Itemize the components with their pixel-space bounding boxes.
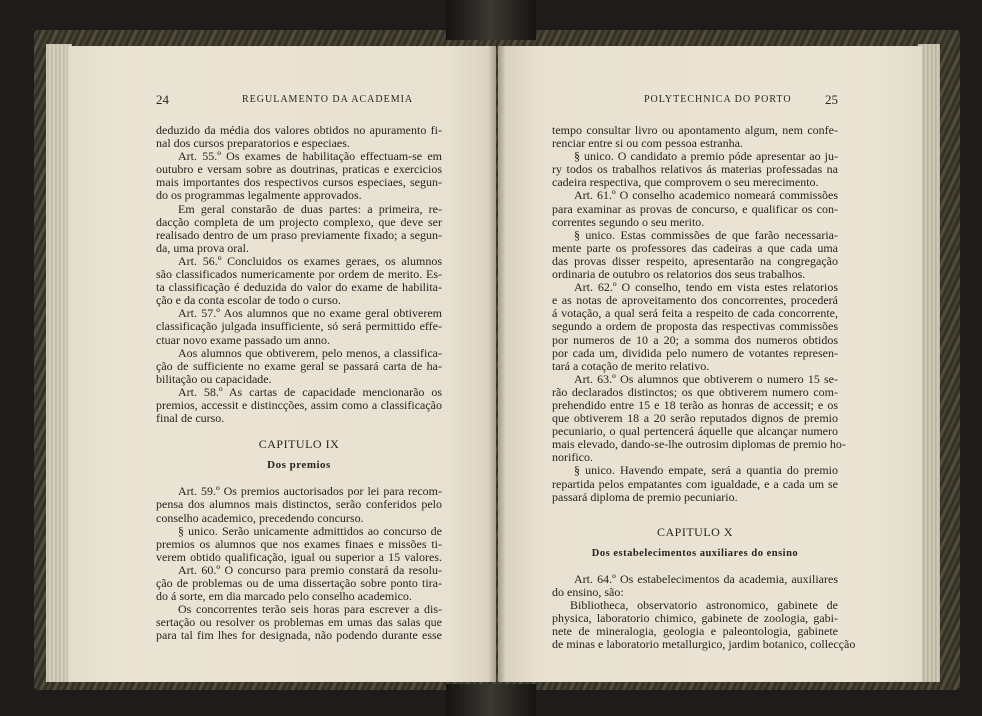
text-line: do á sorte, em dia marcado pelo conselho academico. [156,589,412,604]
text-line: Art. 64.º Os estabelecimentos da academia, auxiliares [574,571,838,586]
text-line: conselho academico, precedendo concurso. [156,510,364,525]
book-spine-bottom [446,684,536,716]
right-running-head: POLYTECHNICA DO PORTO [644,94,792,105]
text-line: ção e da conta escolar de todo o curso. [156,293,341,308]
text-line: por cada um, dividida pelo numero de votantes represen- [552,345,838,360]
text-line: Art. 57.º Aos alumnos que no exame geral obtiverem [178,306,442,321]
text-line: § unico. Havendo empate, será a quantia do premio [574,463,838,478]
text-line: para tal fim lhes for designada, não podendo durante esse [156,628,442,643]
text-line: cadeira respectiva, que comprovem o seu merecimento. [552,175,819,190]
text-line: passará diploma de premio pecuniario. [552,489,738,504]
chapter-title: CAPITULO IX [258,437,340,452]
text-line: prehendido entre 15 e 18 terão as honras de accessit; e os [552,397,838,412]
text-line: Art. 60.º O concurso para premio constará da resolu- [178,562,442,577]
spacer [552,504,838,526]
text-line: § unico. Serão unicamente admittidos ao concurso de [178,523,442,538]
text-line: tará a cotação de merito relativo. [552,358,710,373]
text-line: final de curso. [156,411,225,426]
text-line: Art. 62.º O conselho, tendo em vista estes relatorios [574,280,838,295]
text-line: ção de problemas ou de uma dissertação sobre ponto tira- [156,576,442,590]
text-line: dacção completa de um projecto complexo, que deve ser [156,214,442,229]
left-page [68,46,496,682]
text-line: repartida pelos empatantes com igualdade, e a cada um se [552,476,838,491]
text-line: do os programmas legalmente approvados. [156,188,362,203]
text-line: Aos alumnos que obtiverem, pelo menos, a classifica- [178,345,442,360]
text-line: bilitação ou capacidade. [156,371,272,386]
text-line: das provas disser respeito, apresentarão na congregação [552,253,838,268]
chapter-title: CAPITULO X [657,524,733,539]
text-line: á votação, a qual será feita a respeito de cada concorrente, [552,306,838,321]
text-line: por numeros de 10 a 20; a somma dos numeros obtidos [552,332,838,347]
text-line: nal dos cursos preparatorios e especiaes. [156,136,350,151]
text-line: deduzido da média dos valores obtidos no apuramento fi- [156,123,442,137]
book-gutter [488,46,506,682]
text-line: mente parte os professores das cadeiras a que cada uma [552,240,838,255]
book-spine-top [446,0,536,40]
right-page-number: 25 [825,92,838,107]
text-line: correntes segundo o seu merito. [552,214,705,229]
text-line: Art. 55.º Os exames de habilitação effectuam-se em [178,149,442,164]
text-line: ctuar novo exame passado um anno. [156,332,330,347]
chapter-subtitle: Dos estabelecimentos auxiliares do ensino [591,547,799,559]
text-line: Art. 56.º Concluidos os exames geraes, os alumnos [178,253,442,268]
text-line: e as notas de aproveitamento dos concorrentes, procederá [552,293,838,308]
text-line: mais importantes dos respectivos cursos especiaes, segun- [156,175,442,190]
text-line: para examinar as provas de concurso, e qualificar os con- [552,201,838,216]
text-line: nete de mineralogia, geologia e paleontologia, gabinete [552,624,838,639]
text-line: que obtiverem 18 a 20 serão reputados dignos de premio [552,411,838,426]
text-line: Art. 63.º Os alumnos que obtiverem o numero 15 se- [574,371,838,386]
text-line: sertação ou resolver os problemas em umas das salas que [156,615,442,630]
text-line: pensa dos alumnos mais distinctos, serão conferidos pelo [156,497,442,512]
text-line: rão declarados distinctos; os que obtiverem numero com- [552,384,838,399]
text-line: ry todos os trabalhos relativos ás materias professadas na [552,162,838,177]
text-line: renciar entre si ou com pessoa estranha. [552,136,743,151]
spacer [552,539,838,547]
text-line: mais elevado, dando-se-lhe outrosim diplomas de premio ho- [552,437,846,452]
text-line: Art. 61.º O conselho academico nomeará commissões [574,188,838,203]
text-line: classificação julgada insufficiente, só será permittido effe- [156,319,442,334]
text-line: Em geral constarão de duas partes: a primeira, re- [178,201,442,216]
chapter-subtitle: Dos premios [267,459,331,472]
text-line: ordinaria de outubro os relatorios dos seus trabalhos. [552,267,806,282]
text-line: § unico. O candidato a premio póde apresentar ao ju- [574,149,838,164]
left-running-head: REGULAMENTO DA ACADEMIA [242,94,414,105]
text-line: pecuniario, o qual pertencerá áquelle que alcançar numero [552,424,838,439]
text-line: verem obtido qualificação, igual ou superior a 15 valores. [156,549,442,564]
text-line: do ensino, são: [552,585,624,599]
text-line: § unico. Estas commissões de que farão necessaria- [574,227,838,242]
left-page-body [156,124,442,642]
text-line: premios, accessit e distincções, assim como a classificação [156,397,442,412]
text-line: norifico. [552,450,593,465]
right-page-body [552,123,856,652]
text-line: de minas e laboratorio metallurgico, jardim botanico, collecção [552,637,856,652]
text-line: segundo a ordem de proposta das respectivas commissões [552,319,838,334]
text-line: ção de sufficiente no exame geral se passará carta de ha- [156,358,442,373]
text-line: Bibliotheca, observatorio astronomico, gabinete de [570,598,838,613]
text-line: physica, laboratorio chimico, gabinete de zoologia, gabi- [552,611,838,626]
text-line: outubro e versam sobre as doutrinas, praticas e exercicios [156,162,442,177]
text-line: realisado dentro de um praso previamente fixado; a segun- [156,227,442,242]
text-line: ta classificação é deduzida do valor do exame de habilita- [156,280,442,295]
text-line: tempo consultar livro ou apontamento algum, nem confe- [552,123,838,137]
spacer [552,560,838,573]
spacer [156,451,442,459]
right-page [498,46,922,682]
text-line: Art. 59.º Os premios auctorisados por lei para recom- [178,484,442,499]
left-page-number: 24 [156,92,169,107]
text-line: da, uma prova oral. [156,240,249,255]
text-line: Art. 58.º As cartas de capacidade mencionarão os [178,384,442,399]
text-line: premios os alumnos que nos exames finaes e missões ti- [156,536,442,551]
text-line: Os concorrentes terão seis horas para escrever a dis- [178,602,442,617]
text-line: são classificados numericamente por ordem de merito. Es- [156,267,442,282]
